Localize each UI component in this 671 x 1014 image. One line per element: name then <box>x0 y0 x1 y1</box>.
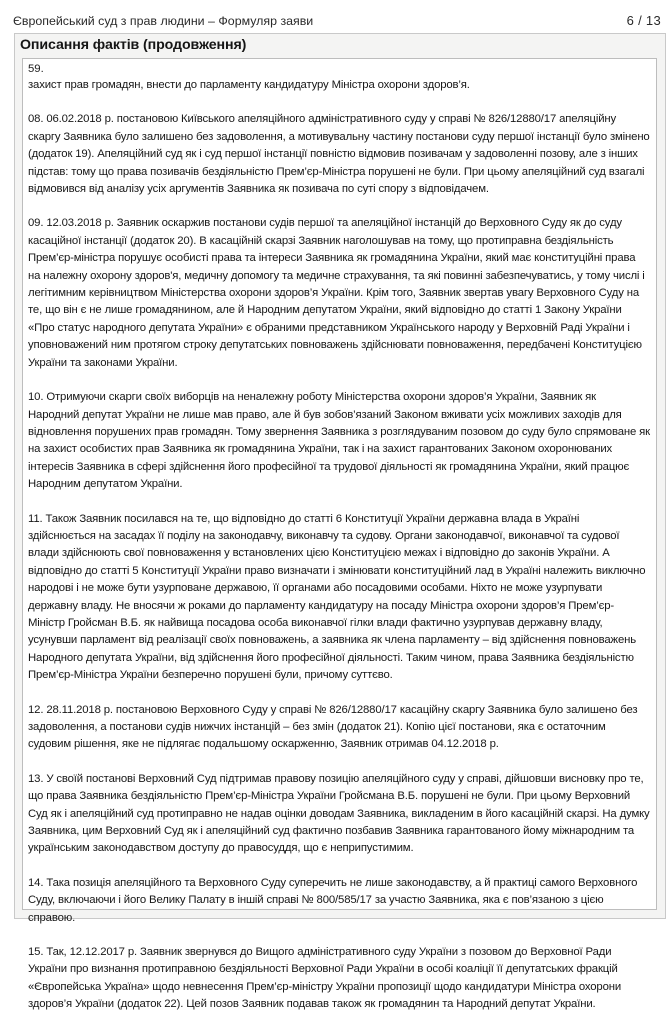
page-header <box>13 10 661 28</box>
paragraph-14: 14. Така позиція апеляційного та Верховного Суду суперечить не лише законодавству, а й практиці самого Верховного Суду, включаючи і його Велику Палату в іншій справі № 800/585/17 за участю Заявника, яка є пов’язаною з цією справою. <box>28 876 638 924</box>
facts-text-field[interactable] <box>22 58 657 1011</box>
paragraph-09: 09. 12.03.2018 р. Заявник оскаржив постанови судів першої та апеляційної інстанцій до Верховного Суду як до суду касаційної інстанції (додаток 20). В касаційній скарзі Заявник наголошував на тому, що протиправна бездіяльність Прем’єр-міністра порушує особисті права та інтереси Заявника як громадянина України, який має конституційні права на належну охорону здоров'я, медичну допомогу та медичне страхування, та які повинні забезпечуватись, у тому числі і легітимним керівництвом Міністерства охорони здоров’я України. Крім того, Заявник звертав увагу Верховного Суду на те, що він є не лише громадянином, але й Народним депутатом України, який відповідно до статті 1 Закону України «Про статус народного депутата України» є обраними представником Українського народу у Верховній Раді України і уповноважений ним протягом строку депутатських повноважень здійснювати повноваження, передбачені Конституцією України та законами України. <box>28 217 645 369</box>
field-number: 59. <box>28 63 44 75</box>
section-title: Описання фактів (продовження) <box>20 37 247 53</box>
page-indicator: 6 / 13 <box>626 13 661 28</box>
paragraph-continuation: захист прав громадян, внести до парламенту кандидатуру Міністра охорони здоров’я. <box>28 79 470 91</box>
paragraph-12: 12. 28.11.2018 р. постановою Верховного Суду у справі № 826/12880/17 касаційну скаргу Заявника було залишено без задоволення, а постанови судів нижчих інстанцій – без змін (додаток 21). Копію цієї постанови, яка є остаточним судовим рішення, яке не підлягає подальшому оскарженню, Заявник отримав 04.12.2018 р. <box>28 703 638 751</box>
paragraph-13: 13. У своїй постанові Верховний Суд підтримав правову позицію апеляційного суду у справі, дійшовши висновку про те, що права Заявника бездіяльністю Прем’єр-Міністра України Гройсмана В.Б. порушені не були. При цьому Верховний Суд як і апеляційний суд протиправно не надав оцінки доводам Заявника, викладеним в його касаційній скарзі. На думку Заявника, цим Верховний Суд як і апеляційний суд фактично позбавив Заявника гарантованого йому міжнародним та українським законодавством доступу до правосуддя, що є неприпустимим. <box>28 772 650 855</box>
paragraph-10: 10. Отримуючи скарги своїх виборців на неналежну роботу Міністерства охорони здоров’я України, Заявник як Народний депутат України не лише мав право, але й був зобов’язаний Законом вживати усіх можливих заходів для відновлення порушених прав громадян. Тому звернення Заявника з розглядуваним позовом до суду було спрямоване як на захист особистих прав Заявника як громадянина України, так і на захист гарантованих Законом охоронюваних інтересів Заявника в сфері здійснення його професійної та трудової діяльності як громадянина України, який працює Народним депутатом України. <box>28 391 650 491</box>
paragraph-11: 11. Також Заявник посилався на те, що відповідно до статті 6 Конституції України державна влада в Україні здійснюється на засадах її поділу на законодавчу, виконавчу та судову. Органи законодавчої, виконавчої та судової влади здійснюють свої повноваження у встановлених цією Конституцією межах і відповідно до законів України. А відповідно до статті 5 Конституції України право визначати і змінювати конституційний лад в Україні належить виключно народові і не може бути узурповане державою, її органами або посадовими особами. Ніхто не може узурпувати державну владу. Не вносячи ж роками до парламенту кандидатуру на посаду Міністра охорони здоров’я Прем’єр-Міністр Гройсман В.Б. як найвища посадова особа виконавчої гілки влади фактично узурпував державну владу, усунувши парламент від реалізації своїх повноважень, а заявника як члена парламенту – від здійснення повноважень Народного депутата України, від здійснення його професійної діяльності. Таким чином, права Заявника бездіяльністю Прем’єр-Міністра України безперечно порушені були, причому суттєво. <box>28 512 646 682</box>
paragraph-15: 15. Так, 12.12.2017 р. Заявник звернувся до Вищого адміністративного суду України з позовом до Верховної Ради України про визнання протиправною бездіяльності Верховної Ради України в особі коаліції її депутатських фракцій «Європейська Україна» щодо невнесення Прем’єр-міністру України пропозиції щодо кандидатури Міністра охорони здоров’я України (додаток 22). Цей позов Заявник подавав також як громадянин та Народний депутат України. <box>28 946 622 1011</box>
paragraph-08: 08. 06.02.2018 р. постановою Київського апеляційного адміністративного суду у справі № 826/12880/17 апеляційну скаргу Заявника було залишено без задоволення, а мотивувальну частину постанови суду першої інстанції було змінено (додаток 19). Апеляційний суд як і суд першої інстанції повністю відмовив позивачам у задоволенні позову, але з інших підстав: тому що права позивачів бездіяльністю Прем’єр-Міністра порушені не були. При цьому апеляційний суд взагалі відмовився від аналізу усіх аргументів Заявника як позивача по суті спору з відповідачем. <box>28 113 650 196</box>
form-title: Європейський суд з прав людини – Формуляр заяви <box>13 14 314 28</box>
